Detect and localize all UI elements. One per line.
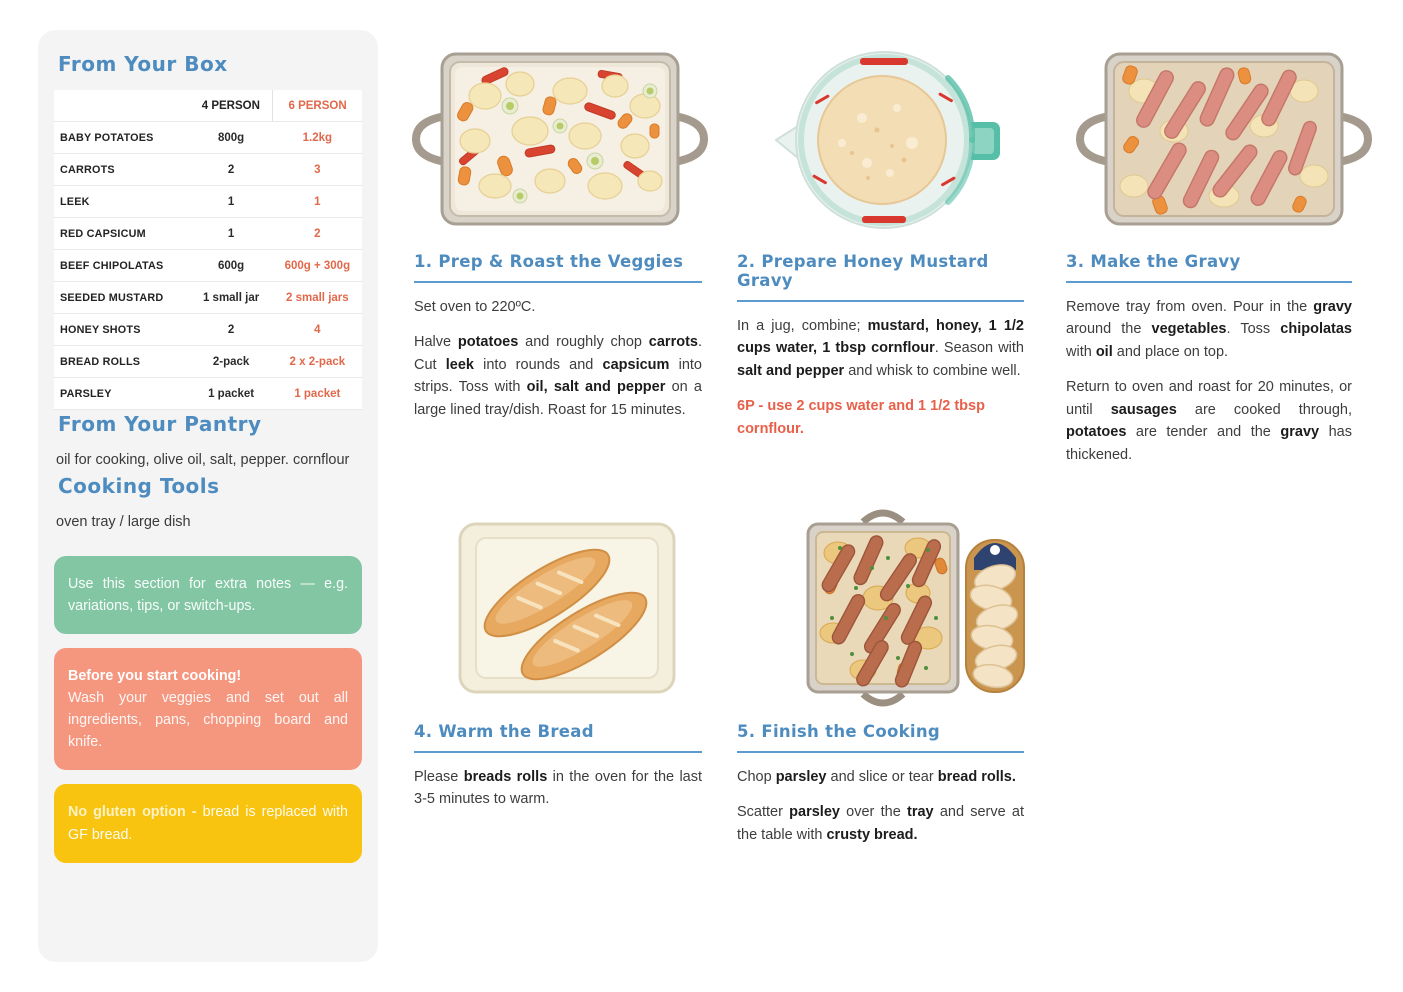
ingredients-table [54, 90, 362, 410]
qty-6p: 2 [273, 218, 362, 250]
table-row [54, 378, 362, 410]
qty-6p: 1 packet [273, 378, 362, 410]
sausage-tray-photo [1064, 36, 1384, 241]
qty-6p: 2 small jars [273, 282, 362, 314]
gravy-jug-photo [772, 38, 1002, 243]
box-section-title: From Your Box [58, 52, 228, 76]
gluten-option-box [54, 784, 362, 862]
qty-4p: 2 [190, 314, 273, 346]
qty-4p: 600g [190, 250, 273, 282]
table-header-row [54, 90, 362, 122]
table-row [54, 314, 362, 346]
pantry-section-title: From Your Pantry [58, 412, 262, 436]
bread-tray-photo [432, 508, 702, 708]
six-person-header: 6 PERSON [273, 90, 362, 122]
step-5-paragraph: Chop parsley and slice or tear bread rolls. [737, 769, 1016, 785]
step-3-title: 3. Make the Gravy [1066, 252, 1352, 283]
step-1 [414, 252, 702, 421]
step-1-paragraph: Halve potatoes and roughly chop carrots. Cut leek into rounds and capsicum into strips. Toss with oil, salt and pepper on a large lined tray/dish. Roast for 15 minutes. [414, 334, 702, 418]
pantry-items-text: oil for cooking, olive oil, salt, pepper. cornflour [56, 452, 350, 468]
ingredient-name: HONEY SHOTS [54, 314, 190, 346]
table-row [54, 282, 362, 314]
tools-section-title: Cooking Tools [58, 473, 220, 498]
step-4 [414, 722, 702, 811]
table-row [54, 154, 362, 186]
qty-4p: 1 [190, 218, 273, 250]
item-column-header [54, 90, 190, 122]
ingredient-name: SEEDED MUSTARD [54, 282, 190, 314]
qty-6p: 600g + 300g [273, 250, 362, 282]
gluten-option-text: bread is replaced with GF bread. [68, 804, 348, 843]
table-row [54, 186, 362, 218]
qty-4p: 2 [190, 154, 273, 186]
qty-4p: 1 small jar [190, 282, 273, 314]
step-2 [737, 252, 1024, 440]
table-row [54, 122, 362, 154]
ingredient-name: BEEF CHIPOLATAS [54, 250, 190, 282]
step-1-paragraph: Set oven to 220ºC. [414, 299, 536, 315]
table-row [54, 346, 362, 378]
four-person-header: 4 PERSON [190, 90, 273, 122]
qty-4p: 1 [190, 186, 273, 218]
extra-notes-text: Use this section for extra notes — e.g. variations, tips, or switch-ups. [68, 575, 348, 614]
qty-6p: 2 x 2-pack [273, 346, 362, 378]
finished-dish-photo [768, 498, 1028, 718]
ingredient-name: BREAD ROLLS [54, 346, 190, 378]
qty-4p: 1 packet [190, 378, 273, 410]
qty-6p: 1 [273, 186, 362, 218]
ingredient-name: BABY POTATOES [54, 122, 190, 154]
step-2-six-person-note: 6P - use 2 cups water and 1 1/2 tbsp cornflour. [737, 398, 985, 437]
before-cooking-box [54, 648, 362, 771]
table-row [54, 250, 362, 282]
ingredient-name: LEEK [54, 186, 190, 218]
step-2-title: 2. Prepare Honey Mustard Gravy [737, 252, 1024, 302]
step-4-paragraph: Please breads rolls in the oven for the last 3-5 minutes to warm. [414, 769, 703, 808]
extra-notes-box [54, 556, 362, 634]
step-4-title: 4. Warm the Bread [414, 722, 702, 753]
sidebar [38, 30, 378, 962]
ingredient-name: CARROTS [54, 154, 190, 186]
qty-4p: 800g [190, 122, 273, 154]
qty-4p: 2-pack [190, 346, 273, 378]
step-3-paragraph: Return to oven and roast for 20 minutes, or until sausages are cooked through, potatoes are tender and the gravy has thickened. [1066, 379, 1352, 463]
step-5 [737, 722, 1024, 846]
step-3 [1066, 252, 1352, 466]
qty-6p: 3 [273, 154, 362, 186]
table-row [54, 218, 362, 250]
qty-6p: 1.2kg [273, 122, 362, 154]
qty-6p: 4 [273, 314, 362, 346]
step-2-paragraph: In a jug, combine; mustard, honey, 1 1/2 cups water, 1 tbsp cornflour. Season with salt and pepper and whisk to combine well. [737, 318, 1024, 379]
step-5-paragraph: Scatter parsley over the tray and serve at the table with crusty bread. [737, 804, 1024, 843]
step-5-title: 5. Finish the Cooking [737, 722, 1024, 753]
ingredient-name: RED CAPSICUM [54, 218, 190, 250]
step-3-paragraph: Remove tray from oven. Pour in the gravy around the vegetables. Toss chipolatas with oil and place on top. [1066, 299, 1352, 360]
gluten-option-title: No gluten option - [68, 804, 203, 821]
veggie-tray-photo [400, 36, 720, 241]
before-cooking-text: Wash your veggies and set out all ingredients, pans, chopping board and knife. [68, 689, 348, 751]
step-1-title: 1. Prep & Roast the Veggies [414, 252, 702, 283]
ingredient-name: PARSLEY [54, 378, 190, 410]
before-cooking-title: Before you start cooking! [68, 667, 242, 684]
tools-text: oven tray / large dish [56, 513, 191, 530]
